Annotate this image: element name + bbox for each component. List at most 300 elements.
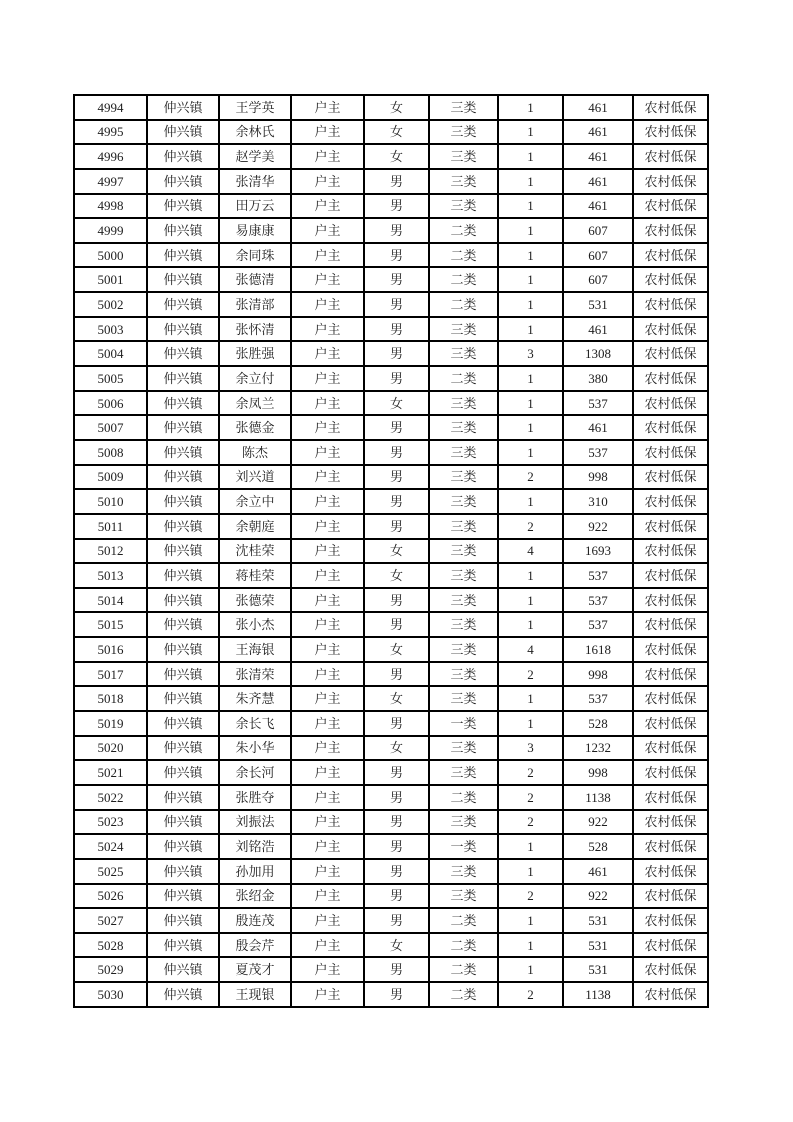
cell-gender: 男 <box>364 711 429 736</box>
cell-assistance-type: 农村低保 <box>633 736 708 761</box>
cell-relation: 户主 <box>291 317 364 342</box>
table-row <box>74 711 708 736</box>
cell-gender: 男 <box>364 859 429 884</box>
cell-name: 刘铭浩 <box>219 834 291 859</box>
cell-assistance-type: 农村低保 <box>633 169 708 194</box>
cell-gender: 男 <box>364 834 429 859</box>
table-row <box>74 933 708 958</box>
cell-serial-no: 5019 <box>74 711 147 736</box>
cell-amount: 461 <box>563 120 633 145</box>
cell-serial-no: 5005 <box>74 366 147 391</box>
cell-name: 张德荣 <box>219 588 291 613</box>
cell-gender: 男 <box>364 440 429 465</box>
cell-town: 仲兴镇 <box>147 810 219 835</box>
table-row <box>74 415 708 440</box>
cell-category: 二类 <box>429 908 498 933</box>
cell-amount: 537 <box>563 612 633 637</box>
cell-amount: 528 <box>563 711 633 736</box>
cell-town: 仲兴镇 <box>147 760 219 785</box>
cell-serial-no: 5017 <box>74 662 147 687</box>
cell-gender: 男 <box>364 810 429 835</box>
cell-town: 仲兴镇 <box>147 366 219 391</box>
cell-town: 仲兴镇 <box>147 884 219 909</box>
cell-person-count: 2 <box>498 884 563 909</box>
cell-relation: 户主 <box>291 563 364 588</box>
cell-relation: 户主 <box>291 686 364 711</box>
cell-assistance-type: 农村低保 <box>633 785 708 810</box>
cell-amount: 1138 <box>563 785 633 810</box>
cell-category: 三类 <box>429 884 498 909</box>
cell-person-count: 1 <box>498 415 563 440</box>
cell-town: 仲兴镇 <box>147 317 219 342</box>
cell-relation: 户主 <box>291 908 364 933</box>
cell-person-count: 1 <box>498 711 563 736</box>
cell-gender: 女 <box>364 95 429 120</box>
cell-relation: 户主 <box>291 144 364 169</box>
cell-amount: 922 <box>563 884 633 909</box>
cell-relation: 户主 <box>291 859 364 884</box>
cell-person-count: 1 <box>498 859 563 884</box>
cell-serial-no: 5007 <box>74 415 147 440</box>
cell-person-count: 1 <box>498 908 563 933</box>
cell-town: 仲兴镇 <box>147 169 219 194</box>
cell-category: 三类 <box>429 760 498 785</box>
cell-assistance-type: 农村低保 <box>633 834 708 859</box>
cell-amount: 537 <box>563 686 633 711</box>
cell-amount: 531 <box>563 908 633 933</box>
cell-amount: 998 <box>563 465 633 490</box>
cell-name: 王现银 <box>219 982 291 1007</box>
cell-name: 张清荣 <box>219 662 291 687</box>
cell-category: 三类 <box>429 612 498 637</box>
cell-relation: 户主 <box>291 785 364 810</box>
cell-amount: 531 <box>563 292 633 317</box>
cell-assistance-type: 农村低保 <box>633 292 708 317</box>
cell-category: 三类 <box>429 317 498 342</box>
cell-assistance-type: 农村低保 <box>633 908 708 933</box>
cell-category: 三类 <box>429 859 498 884</box>
cell-amount: 310 <box>563 489 633 514</box>
cell-amount: 461 <box>563 144 633 169</box>
cell-name: 殷连茂 <box>219 908 291 933</box>
cell-gender: 男 <box>364 514 429 539</box>
cell-town: 仲兴镇 <box>147 539 219 564</box>
cell-assistance-type: 农村低保 <box>633 489 708 514</box>
cell-category: 二类 <box>429 982 498 1007</box>
cell-person-count: 1 <box>498 588 563 613</box>
cell-name: 张德清 <box>219 267 291 292</box>
cell-category: 三类 <box>429 391 498 416</box>
cell-name: 张小杰 <box>219 612 291 637</box>
cell-town: 仲兴镇 <box>147 391 219 416</box>
cell-serial-no: 5012 <box>74 539 147 564</box>
cell-assistance-type: 农村低保 <box>633 415 708 440</box>
cell-category: 三类 <box>429 514 498 539</box>
cell-relation: 户主 <box>291 736 364 761</box>
cell-gender: 男 <box>364 243 429 268</box>
cell-serial-no: 5030 <box>74 982 147 1007</box>
table-row <box>74 341 708 366</box>
cell-person-count: 1 <box>498 612 563 637</box>
cell-amount: 537 <box>563 440 633 465</box>
cell-gender: 男 <box>364 465 429 490</box>
cell-serial-no: 5023 <box>74 810 147 835</box>
cell-town: 仲兴镇 <box>147 957 219 982</box>
cell-category: 三类 <box>429 810 498 835</box>
cell-town: 仲兴镇 <box>147 908 219 933</box>
cell-relation: 户主 <box>291 612 364 637</box>
cell-name: 余长河 <box>219 760 291 785</box>
cell-person-count: 1 <box>498 169 563 194</box>
cell-gender: 男 <box>364 982 429 1007</box>
cell-name: 夏茂才 <box>219 957 291 982</box>
cell-name: 张怀清 <box>219 317 291 342</box>
cell-person-count: 2 <box>498 810 563 835</box>
table-row <box>74 194 708 219</box>
cell-assistance-type: 农村低保 <box>633 612 708 637</box>
cell-assistance-type: 农村低保 <box>633 539 708 564</box>
cell-town: 仲兴镇 <box>147 415 219 440</box>
cell-category: 三类 <box>429 341 498 366</box>
cell-assistance-type: 农村低保 <box>633 120 708 145</box>
cell-serial-no: 5024 <box>74 834 147 859</box>
cell-relation: 户主 <box>291 884 364 909</box>
cell-name: 张胜夺 <box>219 785 291 810</box>
cell-assistance-type: 农村低保 <box>633 637 708 662</box>
cell-assistance-type: 农村低保 <box>633 366 708 391</box>
cell-assistance-type: 农村低保 <box>633 341 708 366</box>
cell-name: 孙加用 <box>219 859 291 884</box>
cell-relation: 户主 <box>291 933 364 958</box>
table-row <box>74 834 708 859</box>
cell-serial-no: 5010 <box>74 489 147 514</box>
cell-assistance-type: 农村低保 <box>633 760 708 785</box>
cell-person-count: 2 <box>498 785 563 810</box>
cell-amount: 461 <box>563 317 633 342</box>
cell-town: 仲兴镇 <box>147 267 219 292</box>
cell-name: 王海银 <box>219 637 291 662</box>
cell-gender: 男 <box>364 908 429 933</box>
table-row <box>74 736 708 761</box>
cell-person-count: 1 <box>498 489 563 514</box>
cell-gender: 男 <box>364 169 429 194</box>
cell-category: 三类 <box>429 194 498 219</box>
table-row <box>74 391 708 416</box>
cell-name: 余立中 <box>219 489 291 514</box>
cell-category: 二类 <box>429 785 498 810</box>
cell-assistance-type: 农村低保 <box>633 711 708 736</box>
cell-name: 朱齐慧 <box>219 686 291 711</box>
cell-town: 仲兴镇 <box>147 834 219 859</box>
cell-category: 三类 <box>429 736 498 761</box>
cell-serial-no: 5027 <box>74 908 147 933</box>
cell-relation: 户主 <box>291 957 364 982</box>
cell-town: 仲兴镇 <box>147 341 219 366</box>
cell-gender: 女 <box>364 637 429 662</box>
cell-person-count: 1 <box>498 563 563 588</box>
cell-serial-no: 5015 <box>74 612 147 637</box>
cell-serial-no: 5026 <box>74 884 147 909</box>
cell-town: 仲兴镇 <box>147 982 219 1007</box>
roster-table-body <box>74 95 708 1007</box>
cell-assistance-type: 农村低保 <box>633 144 708 169</box>
cell-serial-no: 5029 <box>74 957 147 982</box>
cell-name: 余林氏 <box>219 120 291 145</box>
cell-gender: 男 <box>364 292 429 317</box>
cell-relation: 户主 <box>291 243 364 268</box>
cell-person-count: 3 <box>498 736 563 761</box>
cell-serial-no: 5002 <box>74 292 147 317</box>
table-row <box>74 908 708 933</box>
cell-gender: 女 <box>364 563 429 588</box>
cell-person-count: 1 <box>498 218 563 243</box>
cell-category: 二类 <box>429 957 498 982</box>
cell-relation: 户主 <box>291 539 364 564</box>
cell-town: 仲兴镇 <box>147 514 219 539</box>
cell-relation: 户主 <box>291 218 364 243</box>
cell-person-count: 1 <box>498 292 563 317</box>
cell-assistance-type: 农村低保 <box>633 859 708 884</box>
cell-assistance-type: 农村低保 <box>633 957 708 982</box>
cell-relation: 户主 <box>291 662 364 687</box>
cell-name: 刘兴道 <box>219 465 291 490</box>
cell-gender: 女 <box>364 686 429 711</box>
cell-person-count: 2 <box>498 514 563 539</box>
cell-name: 沈桂荣 <box>219 539 291 564</box>
cell-serial-no: 5018 <box>74 686 147 711</box>
cell-town: 仲兴镇 <box>147 686 219 711</box>
table-row <box>74 169 708 194</box>
cell-name: 余立付 <box>219 366 291 391</box>
cell-assistance-type: 农村低保 <box>633 391 708 416</box>
cell-relation: 户主 <box>291 194 364 219</box>
cell-amount: 1693 <box>563 539 633 564</box>
cell-amount: 537 <box>563 563 633 588</box>
cell-category: 二类 <box>429 218 498 243</box>
cell-serial-no: 5001 <box>74 267 147 292</box>
cell-serial-no: 5009 <box>74 465 147 490</box>
cell-relation: 户主 <box>291 292 364 317</box>
cell-town: 仲兴镇 <box>147 465 219 490</box>
cell-name: 赵学美 <box>219 144 291 169</box>
cell-gender: 女 <box>364 144 429 169</box>
table-row <box>74 243 708 268</box>
cell-name: 易康康 <box>219 218 291 243</box>
cell-category: 三类 <box>429 465 498 490</box>
cell-gender: 男 <box>364 267 429 292</box>
cell-gender: 男 <box>364 760 429 785</box>
table-row <box>74 120 708 145</box>
cell-assistance-type: 农村低保 <box>633 514 708 539</box>
cell-serial-no: 5025 <box>74 859 147 884</box>
cell-amount: 607 <box>563 267 633 292</box>
cell-assistance-type: 农村低保 <box>633 810 708 835</box>
cell-serial-no: 5016 <box>74 637 147 662</box>
cell-name: 蒋桂荣 <box>219 563 291 588</box>
cell-amount: 380 <box>563 366 633 391</box>
cell-person-count: 1 <box>498 95 563 120</box>
cell-category: 三类 <box>429 120 498 145</box>
table-row <box>74 218 708 243</box>
cell-town: 仲兴镇 <box>147 859 219 884</box>
cell-serial-no: 5004 <box>74 341 147 366</box>
cell-amount: 531 <box>563 933 633 958</box>
cell-assistance-type: 农村低保 <box>633 588 708 613</box>
cell-person-count: 1 <box>498 834 563 859</box>
table-row <box>74 292 708 317</box>
cell-amount: 998 <box>563 662 633 687</box>
cell-amount: 1618 <box>563 637 633 662</box>
cell-town: 仲兴镇 <box>147 612 219 637</box>
cell-relation: 户主 <box>291 465 364 490</box>
cell-amount: 461 <box>563 194 633 219</box>
cell-amount: 607 <box>563 243 633 268</box>
cell-name: 张清华 <box>219 169 291 194</box>
cell-amount: 461 <box>563 859 633 884</box>
cell-gender: 女 <box>364 736 429 761</box>
cell-name: 殷会芹 <box>219 933 291 958</box>
cell-relation: 户主 <box>291 588 364 613</box>
cell-relation: 户主 <box>291 711 364 736</box>
cell-person-count: 2 <box>498 465 563 490</box>
cell-person-count: 1 <box>498 366 563 391</box>
cell-gender: 女 <box>364 933 429 958</box>
cell-amount: 1138 <box>563 982 633 1007</box>
cell-gender: 男 <box>364 662 429 687</box>
cell-town: 仲兴镇 <box>147 243 219 268</box>
table-row <box>74 144 708 169</box>
table-row <box>74 563 708 588</box>
cell-relation: 户主 <box>291 120 364 145</box>
cell-person-count: 1 <box>498 686 563 711</box>
cell-relation: 户主 <box>291 95 364 120</box>
cell-assistance-type: 农村低保 <box>633 218 708 243</box>
cell-category: 三类 <box>429 539 498 564</box>
cell-gender: 男 <box>364 884 429 909</box>
cell-person-count: 1 <box>498 243 563 268</box>
cell-assistance-type: 农村低保 <box>633 317 708 342</box>
cell-amount: 922 <box>563 810 633 835</box>
table-row <box>74 440 708 465</box>
cell-category: 三类 <box>429 169 498 194</box>
cell-town: 仲兴镇 <box>147 563 219 588</box>
cell-serial-no: 4996 <box>74 144 147 169</box>
cell-name: 余朝庭 <box>219 514 291 539</box>
cell-amount: 1308 <box>563 341 633 366</box>
cell-town: 仲兴镇 <box>147 662 219 687</box>
cell-serial-no: 4997 <box>74 169 147 194</box>
cell-person-count: 1 <box>498 391 563 416</box>
cell-name: 张德金 <box>219 415 291 440</box>
cell-assistance-type: 农村低保 <box>633 194 708 219</box>
cell-gender: 男 <box>364 341 429 366</box>
cell-person-count: 1 <box>498 144 563 169</box>
cell-serial-no: 4994 <box>74 95 147 120</box>
cell-person-count: 3 <box>498 341 563 366</box>
cell-person-count: 1 <box>498 317 563 342</box>
cell-category: 三类 <box>429 588 498 613</box>
cell-gender: 女 <box>364 391 429 416</box>
cell-serial-no: 4998 <box>74 194 147 219</box>
table-row <box>74 957 708 982</box>
cell-person-count: 2 <box>498 982 563 1007</box>
table-row <box>74 588 708 613</box>
cell-assistance-type: 农村低保 <box>633 884 708 909</box>
cell-category: 二类 <box>429 366 498 391</box>
cell-assistance-type: 农村低保 <box>633 440 708 465</box>
cell-gender: 男 <box>364 612 429 637</box>
cell-name: 陈杰 <box>219 440 291 465</box>
cell-relation: 户主 <box>291 760 364 785</box>
cell-town: 仲兴镇 <box>147 194 219 219</box>
cell-serial-no: 5006 <box>74 391 147 416</box>
cell-person-count: 2 <box>498 662 563 687</box>
cell-town: 仲兴镇 <box>147 144 219 169</box>
cell-town: 仲兴镇 <box>147 95 219 120</box>
cell-name: 余长飞 <box>219 711 291 736</box>
cell-town: 仲兴镇 <box>147 785 219 810</box>
cell-serial-no: 5028 <box>74 933 147 958</box>
table-row <box>74 982 708 1007</box>
cell-relation: 户主 <box>291 391 364 416</box>
cell-assistance-type: 农村低保 <box>633 563 708 588</box>
cell-serial-no: 5011 <box>74 514 147 539</box>
cell-amount: 607 <box>563 218 633 243</box>
cell-relation: 户主 <box>291 366 364 391</box>
cell-relation: 户主 <box>291 415 364 440</box>
cell-relation: 户主 <box>291 834 364 859</box>
cell-name: 刘振法 <box>219 810 291 835</box>
cell-category: 三类 <box>429 563 498 588</box>
cell-assistance-type: 农村低保 <box>633 267 708 292</box>
cell-serial-no: 4995 <box>74 120 147 145</box>
cell-person-count: 1 <box>498 933 563 958</box>
cell-person-count: 1 <box>498 440 563 465</box>
cell-gender: 男 <box>364 415 429 440</box>
cell-relation: 户主 <box>291 982 364 1007</box>
cell-category: 一类 <box>429 711 498 736</box>
cell-assistance-type: 农村低保 <box>633 982 708 1007</box>
cell-name: 张胜强 <box>219 341 291 366</box>
cell-serial-no: 5021 <box>74 760 147 785</box>
cell-person-count: 4 <box>498 539 563 564</box>
cell-town: 仲兴镇 <box>147 292 219 317</box>
cell-category: 三类 <box>429 637 498 662</box>
table-row <box>74 612 708 637</box>
cell-name: 朱小华 <box>219 736 291 761</box>
cell-gender: 男 <box>364 957 429 982</box>
cell-serial-no: 5003 <box>74 317 147 342</box>
cell-category: 三类 <box>429 95 498 120</box>
cell-person-count: 1 <box>498 194 563 219</box>
table-row <box>74 859 708 884</box>
cell-town: 仲兴镇 <box>147 736 219 761</box>
cell-gender: 男 <box>364 218 429 243</box>
cell-category: 一类 <box>429 834 498 859</box>
cell-town: 仲兴镇 <box>147 711 219 736</box>
cell-amount: 461 <box>563 415 633 440</box>
cell-amount: 461 <box>563 169 633 194</box>
cell-amount: 922 <box>563 514 633 539</box>
cell-gender: 女 <box>364 120 429 145</box>
cell-assistance-type: 农村低保 <box>633 686 708 711</box>
cell-gender: 男 <box>364 588 429 613</box>
cell-serial-no: 5000 <box>74 243 147 268</box>
cell-assistance-type: 农村低保 <box>633 95 708 120</box>
table-row <box>74 267 708 292</box>
table-row <box>74 686 708 711</box>
cell-gender: 男 <box>364 489 429 514</box>
